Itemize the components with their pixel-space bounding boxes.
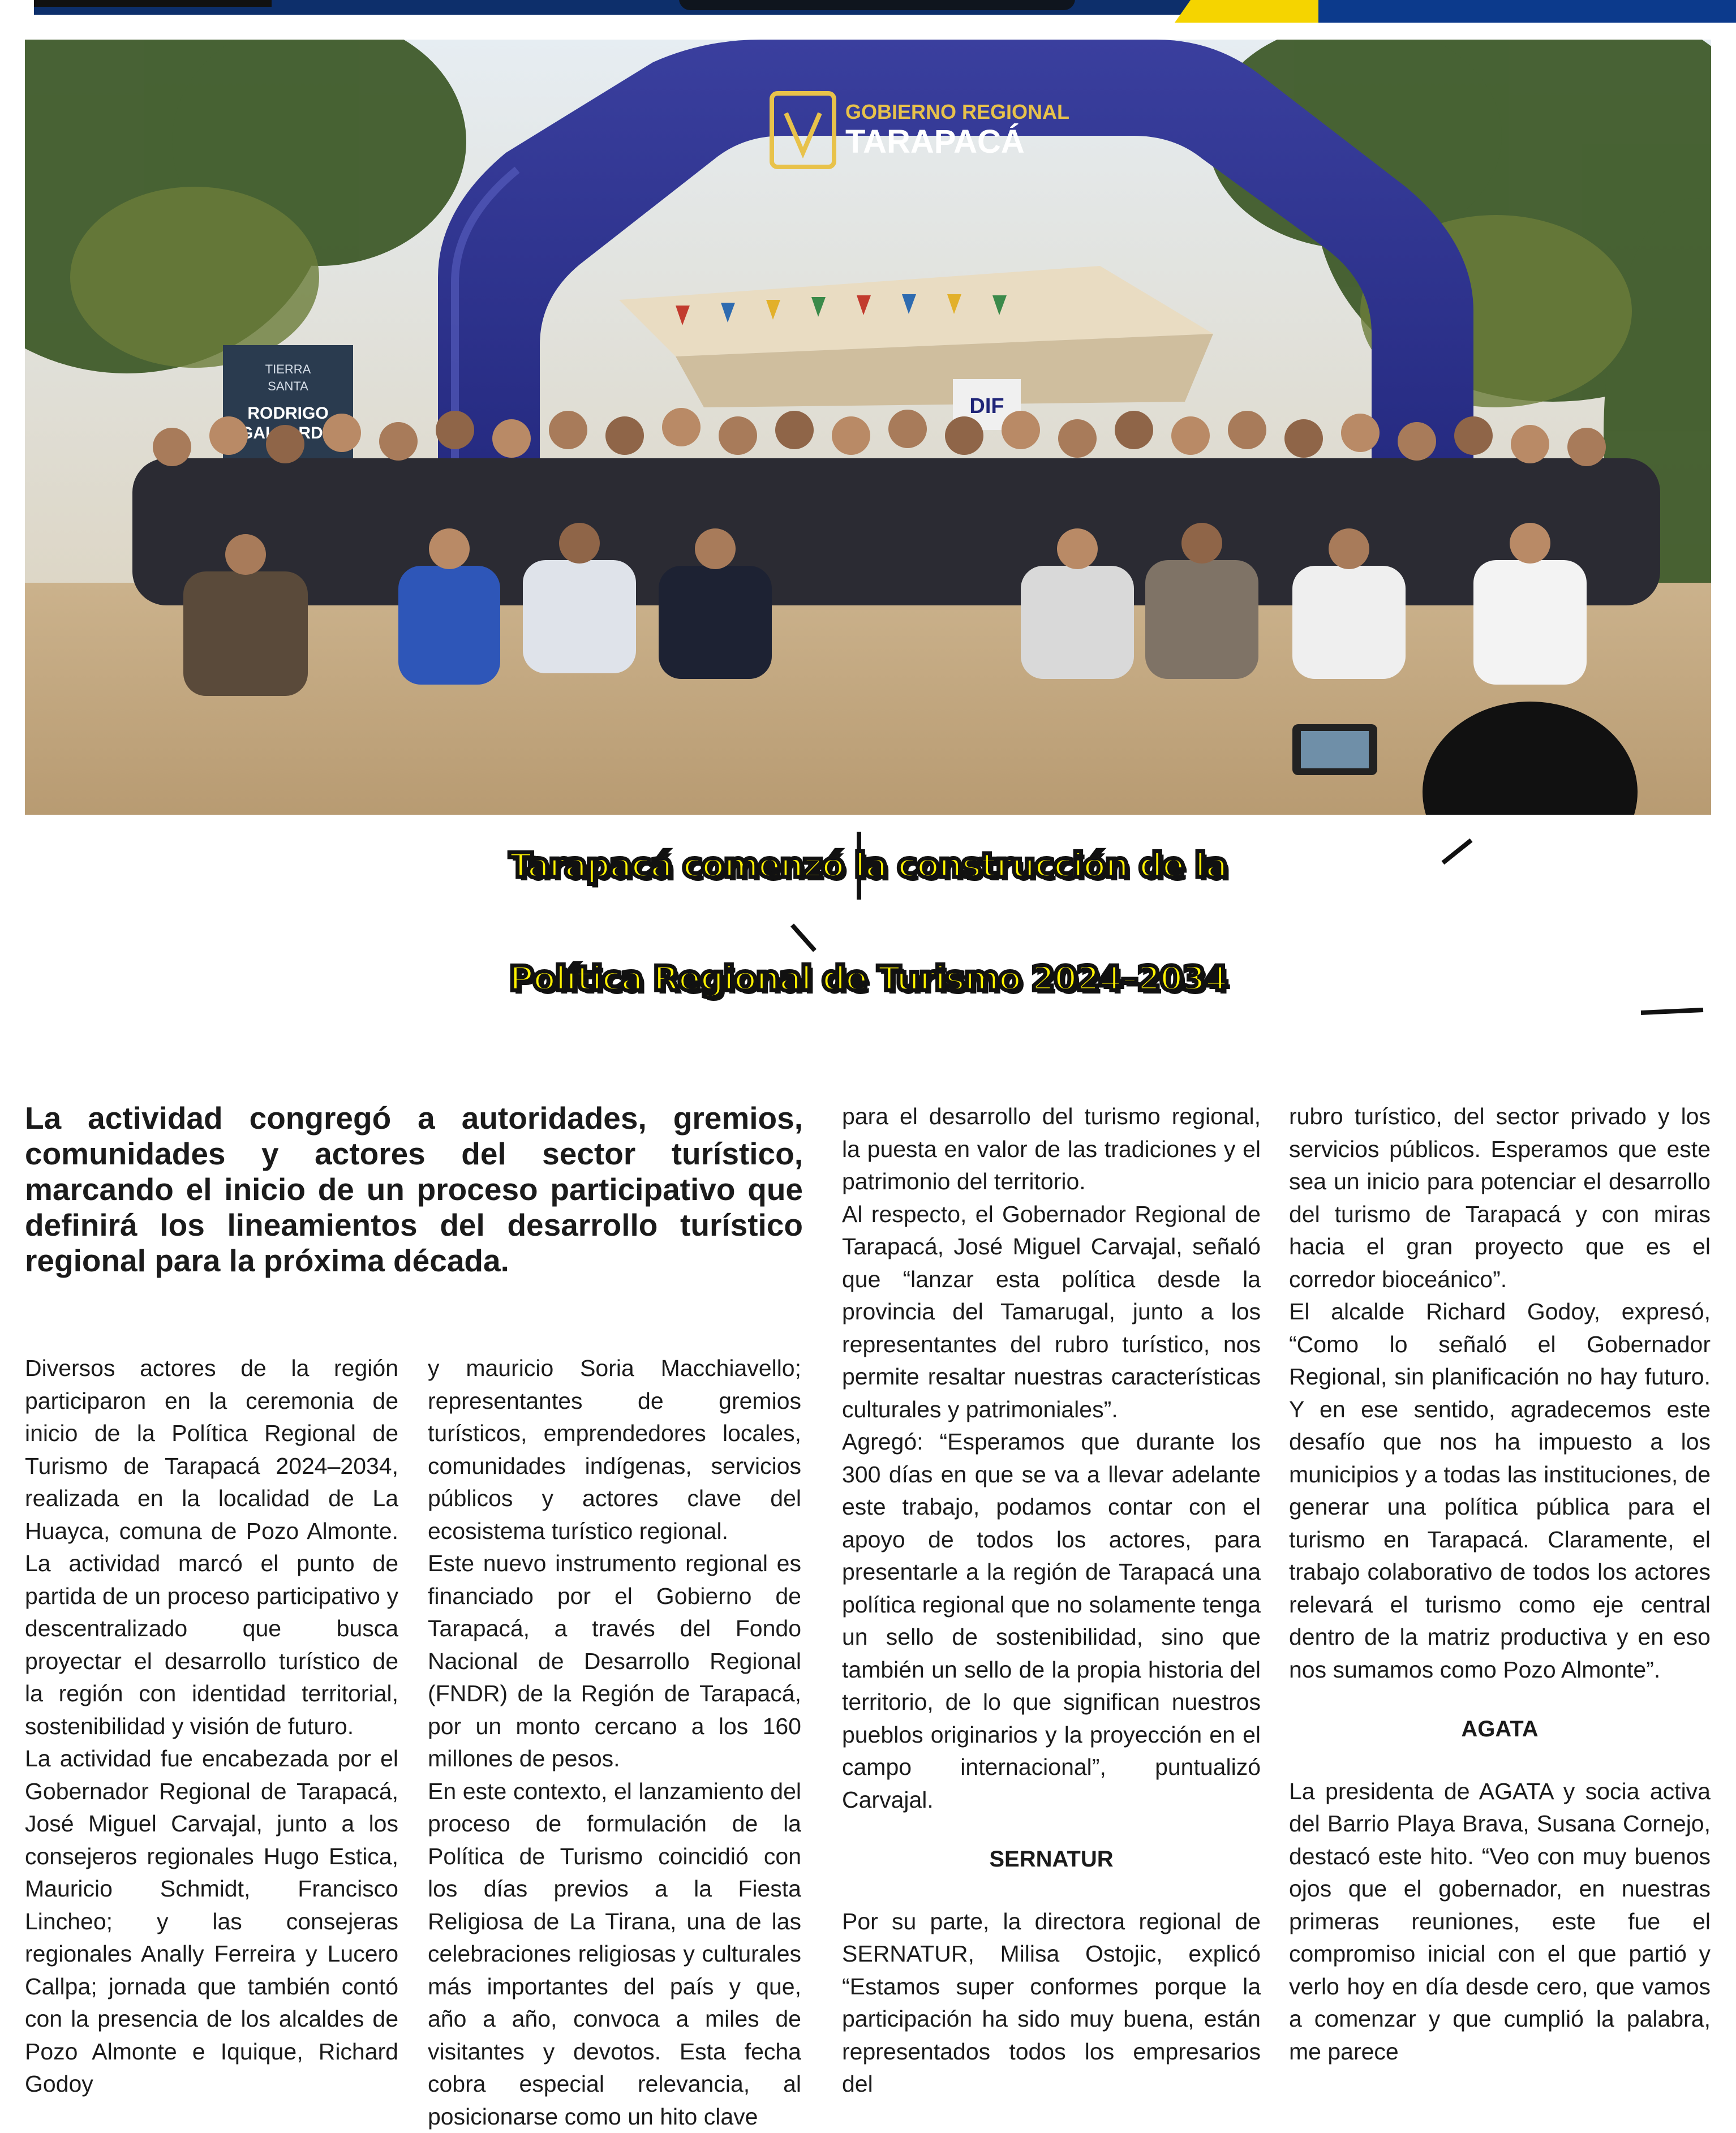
paragraph: Agregó: “Esperamos que durante los 300 días en que se va a llevar adelante este trabajo, podamos contar con el apoyo de todos los actores, para presentarle a la región de Tarapacá una política regional que no solamente tenga un sello de sostenibilidad, sino que también un sello de la propia historia del territorio, de lo que significan nuestros pueblos originarios y la proyección en el campo internacional”, puntualizó Carvajal. <box>842 1426 1261 1816</box>
article-column-4 <box>1289 1100 1711 2068</box>
paragraph: La actividad fue encabezada por el Gobernador Regional de Tarapacá, José Miguel Carvajal, junto a los consejeros regionales Hugo Estica, Mauricio Schmidt, Francisco Lincheo; y las consejeras regionales Anally Ferreira y Lucero Callpa; jornada que también contó con la presencia de los alcaldes de Pozo Almonte e Iquique, Richard Godoy <box>25 1743 398 2101</box>
paragraph: rubro turístico, del sector privado y los servicios públicos. Esperamos que este sea un inicio para potenciar el desarrollo del turismo de Tarapacá y con miras hacia el gran proyecto que es el corredor bioceánico”. <box>1289 1100 1711 1296</box>
masthead-blue-block <box>1318 0 1736 23</box>
sign-line3: RODRIGO <box>247 404 328 423</box>
tent-sign: DIF <box>969 394 1004 418</box>
masthead-dark-rule <box>34 0 272 7</box>
subheading-agata: AGATA <box>1289 1713 1711 1746</box>
paragraph: Diversos actores de la región participaron en la ceremonia de inicio de la Política Regional de Turismo de Tarapacá 2024–2034, realizada en la localidad de La Huayca, comuna de Pozo Almonte. La actividad marcó el punto de partida de un proceso participativo y descentralizado que busca proyectar el desarrollo turístico de la región con identidad territorial, sostenibilidad y visión de futuro. <box>25 1352 398 1743</box>
group-photo-illustration <box>25 40 1711 815</box>
paragraph: La presidenta de AGATA y socia activa del Barrio Playa Brava, Susana Cornejo, destacó este hito. “Veo con muy buenos ojos que el gobernador, en nuestras primeras reuniones, este fue el compromiso inicial con el que partió y verlo hoy en día desde cero, que vamos a comenzar y que cumplió la palabra, me parece <box>1289 1775 1711 2069</box>
headline-line-2: Política Regional de Turismo 2024–2034 <box>0 959 1736 999</box>
masthead-strip <box>0 0 1736 23</box>
masthead-cut-off-title <box>679 0 1075 10</box>
headline-line-1: Tarapacá comenzó la construcción de la <box>0 846 1736 885</box>
subheading-sernatur: SERNATUR <box>842 1843 1261 1876</box>
masthead-yellow-accent <box>1175 0 1338 23</box>
sign-line1: TIERRA <box>265 362 311 376</box>
arch-text-line1: GOBIERNO REGIONAL <box>845 100 1069 123</box>
article-column-3 <box>842 1100 1261 2101</box>
paragraph: Este nuevo instrumento regional es financiado por el Gobierno de Tarapacá, a través del Fondo Nacional de Desarrollo Regional (FNDR) de la Región de Tarapacá, por un monto cercano a los 160 millones de pesos. <box>428 1547 801 1775</box>
sign-line2: SANTA <box>268 379 308 393</box>
arch-text-line2: TARAPACÁ <box>845 123 1025 160</box>
article-column-1 <box>25 1352 398 2101</box>
article-column-2 <box>428 1352 801 2133</box>
paragraph: y mauricio Soria Macchiavello; representantes de gremios turísticos, emprendedores locales, comunidades indígenas, servicios públicos y actores clave del ecosistema turístico regional. <box>428 1352 801 1547</box>
paragraph: El alcalde Richard Godoy, expresó, “Como lo señaló el Gobernador Regional, sin planificación no hay futuro. Y en ese sentido, agradecemos este desafío que nos ha impuesto a los municipios y a todas las instituciones, de generar una política pública para el turismo en Tarapacá. Claramente, el trabajo colaborativo de todos los actores relevará el turismo como eje central dentro de la matriz productiva y en eso nos sumamos como Pozo Almonte”. <box>1289 1296 1711 1686</box>
group-photo <box>25 40 1711 815</box>
paragraph: Al respecto, el Gobernador Regional de Tarapacá, José Miguel Carvajal, señaló que “lanzar esta política desde la provincia del Tamarugal, junto a los representantes del rubro turístico, nos permite resaltar nuestras características culturales y patrimoniales”. <box>842 1198 1261 1426</box>
lead-paragraph: La actividad congregó a autoridades, gremios, comunidades y actores del sector turístico, marcando el inicio de un proceso participativo que definirá los lineamientos del desarrollo turístico regional para la próxima década. <box>25 1100 803 1279</box>
paragraph: para el desarrollo del turismo regional, la puesta en valor de las tradiciones y el patrimonio del territorio. <box>842 1100 1261 1198</box>
paragraph: Por su parte, la directora regional de SERNATUR, Milisa Ostojic, explicó “Estamos super conformes porque la participación ha sido muy buena, están representados todos los empresarios del <box>842 1906 1261 2101</box>
paragraph: En este contexto, el lanzamiento del proceso de formulación de la Política de Turismo coincidió con los días previos a la Fiesta Religiosa de La Tirana, una de las celebraciones religiosas y culturales más importantes del país y que, año a año, convoca a miles de visitantes y devotos. Esta fecha cobra especial relevancia, al posicionarse como un hito clave <box>428 1775 801 2133</box>
